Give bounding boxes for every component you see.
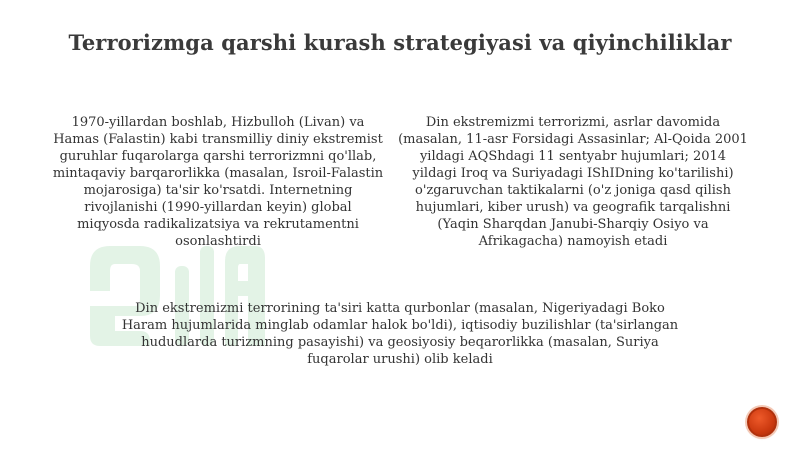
slide-title: Terrorizmga qarshi kurash strategiyasi va qiyinchiliklar <box>68 30 732 55</box>
paragraph-bottom: Din ekstremizmi terrorining ta'siri katta qurbonlar (masalan, Nigeriyadagi Boko Haram hujumlarida minglab odamlar halok bo'ldi), iqtisodiy buzilishlar (ta'sirlangan hududlarda turizmning pasayishi) va geosiyosiy beqarorlikka (masalan, Suriya fuqarolar urushi) olib keladi <box>121 301 679 367</box>
next-slide-button[interactable] <box>747 407 777 437</box>
paragraph-right: Din ekstremizmi terrorizmi, asrlar davomida (masalan, 11-asr Forsidagi Assasinlar; Al-Qoida 2001 yildagi AQShdagi 11 sentyabr hujumlari; 2014 yildagi Iroq va Suriyadagi IShIDning ko'tarilishi) o'zgaruvchan taktikalarni (o'z joniga qasd qilish hujumlari, kiber urush) va geografik tarqalishni (Yaqin Sharqdan Janubi-Sharqiy Osiyo va Afrikagacha) namoyish etadi <box>398 115 748 249</box>
paragraph-left: 1970-yillardan boshlab, Hizbulloh (Livan) va Hamas (Falastin) kabi transmilliy diniy ekstremist guruhlar fuqarolarga qarshi terrorizmni qo'llab, mintaqaviy barqarorlikka (masalan, Isroil-Falastin mojarosiga) ta'sir ko'rsatdi. Internetning rivojlanishi (1990-yillardan keyin) global miqyosda radikalizatsiya va rekrutamentni osonlashtirdi <box>52 115 384 249</box>
